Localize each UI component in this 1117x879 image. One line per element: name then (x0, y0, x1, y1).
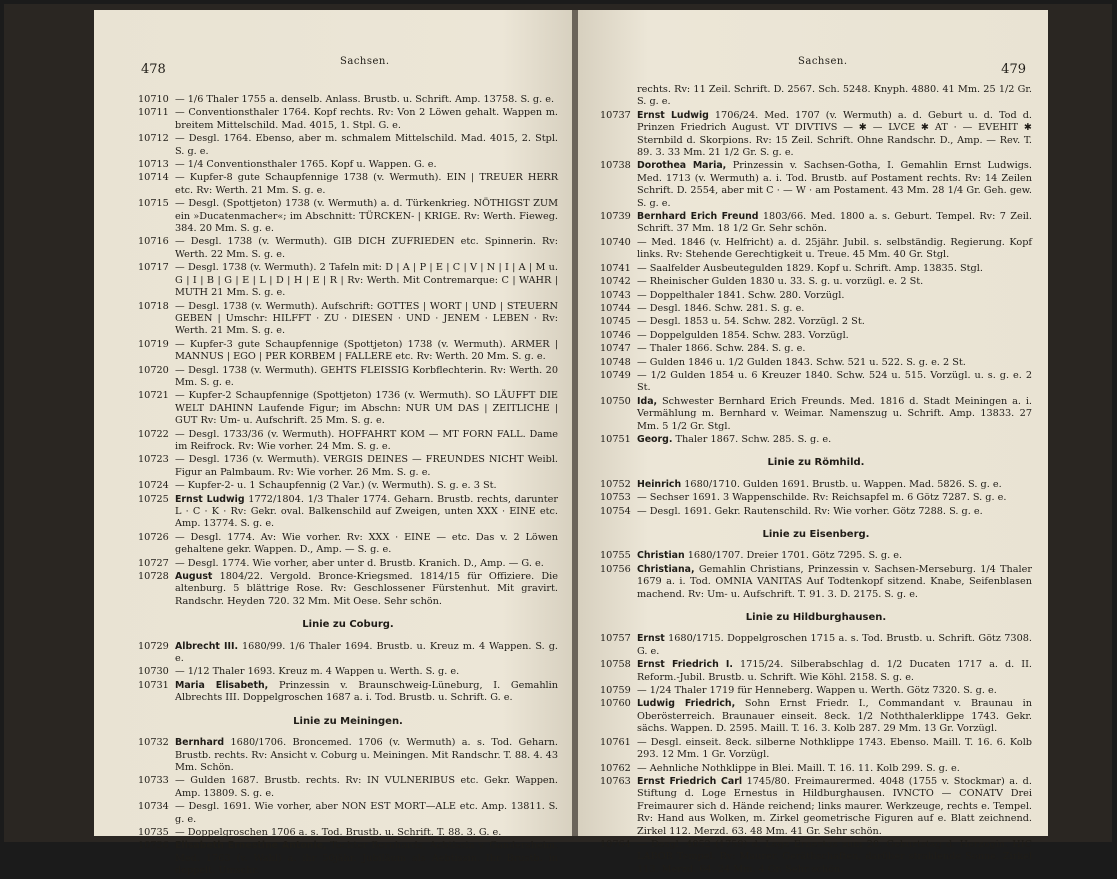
lot-number: 10755 (600, 550, 631, 562)
lot-number: 10712 (138, 133, 169, 145)
section-heading: Linie zu Eisenberg. (762, 529, 870, 540)
right-page (578, 10, 1048, 875)
catalog-entry (600, 316, 1032, 328)
entry-text: — Kupfer-8 gute Schaupfennige 1738 (v. Wermuth). EIN | TREUER HERR etc. Rv: Werth. 21 Mm. S. g. e. (175, 172, 558, 196)
entry-text: Prinzessin v. Braunschweig-Lüneburg, I. Gemahlin Albrechts III. Doppelgroschen 1687 a. i. Tod. Brustb. u. Schrift. G. e. (175, 679, 558, 704)
section-heading: Linie zu Coburg. (302, 619, 394, 631)
lot-number: 10727 (138, 557, 169, 569)
entry-text: — 1/12 Thaler 1693. Kreuz m. 4 Wappen u. Werth. S. g. e. (175, 666, 460, 678)
entry-text: — Kupfer-3 gute Schaupfennige (Spottjeton) 1738 (v. Wermuth). ARMER | MANNUS | EGO | PER KORBEM | FALLERE etc. Rv: Werth. 20 Mm. S. g. e. (175, 338, 558, 363)
lot-number: 10753 (600, 492, 631, 504)
lot-number: 10750 (600, 395, 631, 407)
entry-text: Schwester Bernhard Erich Freunds. Med. 1816 d. Stadt Meiningen a. i. Vermählung m. Bernhard v. Weimar. Namenszug u. Schrift. Amp. 13833. 27 Mm. 5 1/2 Gr. Stgl. (637, 395, 1032, 432)
lot-number: 10763 (600, 775, 631, 787)
catalog-entry (600, 659, 1032, 684)
ruler-name: Georg. (637, 433, 673, 445)
lot-number: 10722 (138, 428, 169, 440)
entry-text: — Desgl. 1774. Wie vorher, aber unter d. Brustb. Kranich. D., Amp. — G. e. (175, 557, 544, 569)
lot-number: 10737 (600, 109, 631, 121)
lot-number: 10717 (138, 262, 169, 274)
ruler-name: Ernst Friedrich I. (637, 659, 733, 671)
ruler-name: Christian (637, 550, 685, 562)
catalog-entry (600, 160, 1032, 210)
lot-number: 10721 (138, 390, 169, 402)
catalog-entry (600, 290, 1032, 302)
ruler-name: Ludwig Friedrich, (637, 698, 736, 710)
entry-text: — 1/2 Gulden 1854 u. 6 Kreuzer 1840. Schw. 524 u. 515. Vorzügl. u. s. g. e. 2 St. (637, 369, 1032, 394)
section-heading: Linie zu Meiningen. (293, 715, 403, 727)
catalog-entry (138, 198, 558, 235)
catalog-entry (600, 685, 1032, 697)
catalog-entry (600, 263, 1032, 275)
entry-text: 1803/66. Med. 1800 a. s. Geburt. Tempel. Rv: 7 Zeil. Schrift. 37 Mm. 18 1/2 Gr. Sehr schön. (637, 211, 1032, 235)
section-heading: Linie zu Römhild. (767, 457, 865, 469)
entry-text: — Sechser 1691. 3 Wappenschilde. Rv: Reichsapfel m. 6 Götz 7287. S. g. e. (637, 492, 1007, 504)
entry-text: 1680/1710. Gulden 1691. Brustb. u. Wappen. Mad. 5826. S. g. e. (684, 478, 1002, 490)
catalog-entry (138, 532, 558, 557)
catalog-entry (600, 434, 1032, 446)
lot-number: 10738 (600, 160, 631, 172)
catalog-entry (138, 827, 558, 839)
entry-text: 1680/99. 1/6 Thaler 1694. Brustb. u. Kreuz m. 4 Wappen. S. g. e. (175, 640, 558, 665)
entry-text: Tochter Bernhards, Aebtissin v. Gandersheim. Med. 1763 (v. Wahl) a. ihr 50jähr. Jubiläum als Aebtissin. Ihr Brustb. in doppelt. Umschr. (175, 840, 558, 877)
lot-number: 10759 (600, 685, 631, 697)
lot-number: 10758 (600, 659, 631, 671)
catalog-entry (138, 262, 558, 299)
entry-text: — Desgl. 1738 (v. Wermuth). GEHTS FLEISSIG Korbflechterin. Rv: Werth. 20 Mm. S. g. e. (175, 364, 558, 388)
ruler-name: Maria Elisabeth, (175, 679, 269, 691)
right-column (600, 84, 1032, 877)
entry-text: — Desgl. 1733/36 (v. Wermuth). HOFFAHRT KOM — MT FORN FALL. Dame im Reifrock. Rv: Wie vorher. 24 Mm. S. g. e. (175, 428, 558, 452)
lot-number: 10760 (600, 698, 631, 710)
book-spread (4, 4, 1112, 877)
entry-text: 1772/1804. 1/3 Thaler 1774. Geharn. Brustb. rechts, darunter L · C · K · Rv: Gekr. oval. Balkenschild auf Zweigen, unten XXX · EINE etc. Amp. 13774. S. g. e. (175, 493, 558, 530)
entry-text: — Gulden 1687. Brustb. rechts. Rv: IN VULNERIBUS etc. Gekr. Wappen. Amp. 13809. S. g. e. (175, 775, 558, 799)
lot-number: 10731 (138, 679, 169, 691)
page-number: 479 (1001, 62, 1026, 77)
catalog-entry (600, 396, 1032, 433)
entry-text: — Desgl. 1738 (v. Wermuth). GIB DICH ZUFRIEDEN etc. Spinnerin. Rv: Werth. 22 Mm. S. g. e. (175, 236, 558, 260)
lot-number: 10751 (600, 433, 631, 445)
entry-text: — Gulden 1846 u. 1/2 Gulden 1843. Schw. 521 u. 522. S. g. e. 2 St. (637, 356, 966, 368)
catalog-entry (600, 698, 1032, 735)
catalog-entry (600, 737, 1032, 762)
ruler-name: Heinrich (637, 478, 682, 490)
catalog-entry (600, 839, 1032, 876)
entry-text: Thaler 1867. Schw. 285. S. g. e. (675, 433, 832, 445)
lot-number: 10752 (600, 478, 631, 490)
lot-number: 10748 (600, 356, 631, 368)
lot-number: 10723 (138, 454, 169, 466)
lot-number: 10735 (138, 826, 169, 838)
entry-text: rechts. Rv: 11 Zeil. Schrift. D. 2567. Sch. 5248. Knyph. 4880. 41 Mm. 25 1/2 Gr. S. g. e. (637, 84, 1032, 108)
catalog-entry (600, 633, 1032, 658)
entry-text: — 1/6 Thaler 1755 a. denselb. Anlass. Brustb. u. Schrift. Amp. 13758. S. g. e. (175, 94, 555, 105)
lot-number: 10728 (138, 571, 169, 583)
entry-text: Sohn Ernst Friedr. I., Commandant v. Braunau in Oberösterreich. Braunauer einseit. 8eck. 1/2 Noththalerklippe 1743. Gekr. sächs. Wappen. D. 2595. Maill. T. 16. 3. Kolb 287. 29 Mm. 13 Gr. Vorzügl. (637, 698, 1032, 735)
catalog-entry (138, 454, 558, 479)
catalog-entry (138, 680, 558, 705)
entry-text: — Desgl. 1691. Gekr. Rautenschild. Rv: Wie vorher. Götz 7288. S. g. e. (637, 505, 983, 517)
entry-text: — Desgl. 1738 (v. Wermuth). Aufschrift: GOTTES | WORT | UND | STEUERN GEBEN | Umschr: HILFFT · ZU · DIESEN · UND · JENEM · LEBEN · Rv: Werth. 21 Mm. S. g. e. (175, 300, 558, 337)
catalog-entry (600, 84, 1032, 109)
entry-text: 1745/80. Freimaurermed. 4048 (1755 v. Stockmar) a. d. Stiftung d. Loge Ernestus in Hildburghausen. IVNCTO — CONATV Drei Freimaurer sich d. Hände reichend; links maurer. Werkzeuge, rechts e. Tempel. Rv: Hand aus Wolken, m. Zirkel geometrische Figuren auf e. Blatt zeichnend. Zirkel 112. Merzd. 63. 48 Mm. 41 Gr. Sehr schön. (637, 775, 1032, 837)
catalog-entry (600, 506, 1032, 518)
catalog-entry (600, 492, 1032, 504)
entry-text: — Rheinischer Gulden 1830 u. 33. S. g. u. vorzügl. e. 2 St. (637, 276, 924, 288)
catalog-entry (600, 564, 1032, 601)
entry-text: — Doppelgulden 1854. Schw. 283. Vorzügl. (637, 329, 849, 341)
lot-number: 10747 (600, 343, 631, 355)
lot-number: 10754 (600, 505, 631, 517)
catalog-entry (600, 550, 1032, 562)
lot-number: 10734 (138, 801, 169, 813)
lot-number: 10741 (600, 262, 631, 274)
ruler-name: Ida, (637, 395, 658, 407)
lot-number: 10710 (138, 94, 169, 105)
entry-text: — Desgl. 1774. Av: Wie vorher. Rv: XXX · EINE — etc. Das v. 2 Löwen gehaltene gekr. Wappen. D., Amp. — S. g. e. (175, 531, 558, 556)
catalog-entry (138, 107, 558, 132)
running-head: Sachsen. (340, 56, 390, 67)
entry-text: 1715/24. Silberabschlag d. 1/2 Ducaten 1717 a. d. II. Reform.-Jubil. Brustb. u. Schrift. Wie Köhl. 2158. S. g. e. (637, 659, 1032, 683)
ruler-name: Ernst Ludwig (175, 493, 245, 505)
lot-number: 10743 (600, 289, 631, 301)
catalog-entry (138, 480, 558, 492)
catalog-entry (600, 763, 1032, 775)
ruler-name: August (175, 571, 213, 583)
catalog-entry (138, 571, 558, 608)
catalog-entry (138, 641, 558, 666)
lot-number: 10713 (138, 159, 169, 171)
ruler-name: Ernst Friedrich Carl (637, 775, 743, 787)
catalog-entry (138, 737, 558, 774)
lot-number: 10739 (600, 211, 631, 223)
lot-number: 10714 (138, 172, 169, 184)
left-column (138, 94, 558, 879)
catalog-entry (138, 775, 558, 800)
running-head: Sachsen. (798, 56, 848, 67)
lot-number: 10726 (138, 531, 169, 543)
entry-text: — 1/4 Conventionsthaler 1765. Kopf u. Wappen. G. e. (175, 159, 437, 171)
ruler-name: Ernst (637, 633, 665, 645)
lot-number: 10749 (600, 369, 631, 381)
catalog-entry (138, 301, 558, 338)
ruler-name: Ernst Ludwig (637, 109, 709, 121)
catalog-entry (138, 172, 558, 197)
catalog-entry (138, 390, 558, 427)
page-number: 478 (141, 62, 166, 77)
entry-text: — Desgl. 4052 (1759) d. Loge Ernestus zum 20. Geburtstag d. Herzogin. HIC LABOR Tempel. Rv: Maurer. Geräthschaften, darüber strahlende Sonne. Zirkel 113. Merzd. 64. 24 Mm. 4 Gr. Sehr schön. (637, 838, 1032, 875)
catalog-entry (138, 840, 558, 877)
ruler-name: Albrecht III. (175, 640, 239, 652)
lot-number: 10729 (138, 640, 169, 652)
ruler-name: Dorothea Maria, (637, 160, 727, 172)
entry-text: 1680/1706. Broncemed. 1706 (v. Wermuth) a. s. Tod. Geharn. Brustb. rechts. Rv: Ansicht v. Coburg u. Meiningen. Mit Randschr. T. 88. 4. 43 Mm. Schön. (175, 737, 558, 773)
lot-number: 10733 (138, 775, 169, 787)
catalog-entry (600, 211, 1032, 236)
left-page (94, 10, 574, 877)
entry-text: — Doppelthaler 1841. Schw. 280. Vorzügl. (637, 289, 845, 301)
section-heading: Linie zu Hildburghausen. (745, 612, 887, 624)
lot-number: 10732 (138, 737, 169, 749)
lot-number: 10730 (138, 666, 169, 678)
catalog-entry (138, 429, 558, 454)
lot-number: 10715 (138, 198, 169, 210)
lot-number: 10718 (138, 300, 169, 312)
ruler-name: Bernhard (175, 737, 225, 749)
entry-text: — Desgl. 1738 (v. Wermuth). 2 Tafeln mit: D | A | P | E | C | V | N | I | A | M u. G | I | B | G | E | L | D | H | E | R | Rv: Werth. Mit Contremarque: C | WAHR | MUTH 21 Mm. S. g. e. (175, 262, 558, 299)
entry-text: — Thaler 1866. Schw. 284. S. g. e. (637, 343, 806, 355)
catalog-entry (138, 494, 558, 531)
lot-number: 10711 (138, 107, 169, 119)
lot-number: 10756 (600, 563, 631, 575)
catalog-entry (600, 357, 1032, 369)
catalog-entry (138, 365, 558, 390)
lot-number: 10720 (138, 364, 169, 376)
entry-text: — Kupfer-2- u. 1 Schaupfennig (2 Var.) (v. Wermuth). S. g. e. 3 St. (175, 480, 497, 492)
lot-number: 10757 (600, 633, 631, 645)
lot-number: 10736 (138, 840, 169, 852)
entry-text: — Kupfer-2 Schaupfennige (Spottjeton) 1736 (v. Wermuth). SO LÄUFFT DIE WELT DAHINN Laufende Figur; im Abschn: NUR UM DAS | ZEITLICHE | GUT Rv: Um- u. Aufschrift. 25 Mm. S. g. e. (175, 390, 558, 427)
catalog-entry (600, 330, 1032, 342)
catalog-entry (138, 94, 558, 106)
entry-text: 1804/22. Vergold. Bronce-Kriegsmed. 1814/15 für Offiziere. Die altenburg. 5 blättrige Rose. Rv: Geschlossener Fürstenhut. Mit gravirt. Randschr. Heyden 720. 32 Mm. Mit Oese. Sehr schön. (175, 571, 558, 607)
lot-number: 10746 (600, 329, 631, 341)
entry-text: — Desgl. 1853 u. 54. Schw. 282. Vorzügl. 2 St. (637, 316, 865, 328)
lot-number: 10761 (600, 736, 631, 748)
entry-text: 1706/24. Med. 1707 (v. Wermuth) a. d. Geburt u. d. Tod d. Prinzen Friedrich August. VT DIVTIVS — ✱ — LVCE ✱ AT · — EVEHIT ✱ Sternbild d. Skorpions. Rv: 15 Zeil. Schrift. Ohne Randschr. D., Amp. — Rev. T. 89. 3. 33 Mm. 21 1/2 Gr. S. g. e. (637, 109, 1032, 159)
catalog-entry (138, 236, 558, 261)
ruler-name: Christiana, (637, 563, 695, 575)
lot-number: 10719 (138, 338, 169, 350)
catalog-entry (600, 276, 1032, 288)
entry-text: — 1/24 Thaler 1719 für Henneberg. Wappen u. Werth. Götz 7320. S. g. e. (637, 685, 997, 697)
entry-text: — Desgl. 1736 (v. Wermuth). VERGIS DEINES — FREUNDES NICHT Weibl. Figur an Palmbaum. Rv: Wie vorher. 26 Mm. S. g. e. (175, 454, 558, 478)
entry-text: — Saalfelder Ausbeutegulden 1829. Kopf u. Schrift. Amp. 13835. Stgl. (637, 262, 983, 274)
catalog-entry (600, 237, 1032, 262)
catalog-entry (138, 801, 558, 826)
entry-text: Gemahlin Christians, Prinzessin v. Sachsen-Merseburg. 1/4 Thaler 1679 a. i. Tod. OMNIA VANITAS Auf Todtenkopf sitzend. Knabe, Seifenblasen machend. Rv: Um- u. Aufschrift. T. 91. 3. D. 2175. S. g. e. (637, 563, 1032, 600)
lot-number: 10762 (600, 762, 631, 774)
entry-text: — Conventionsthaler 1764. Kopf rechts. Rv: Von 2 Löwen gehalt. Wappen m. breitem Mittelschild. Mad. 4015, 1. Stpl. G. e. (175, 107, 558, 131)
lot-number: 10745 (600, 316, 631, 328)
catalog-entry (600, 343, 1032, 355)
catalog-entry (138, 558, 558, 570)
entry-text: — Desgl. 1764. Ebenso, aber m. schmalem Mittelschild. Mad. 4015, 2. Stpl. S. g. e. (175, 133, 558, 157)
catalog-entry (138, 339, 558, 364)
entry-text: Prinzessin v. Sachsen-Gotha, I. Gemahlin Ernst Ludwigs. Med. 1713 (v. Wermuth) a. i. Tod. Brustb. auf Postament rechts. Rv: 14 Zeilen Schrift. D. 2554, aber mit C · — W · am Postament. 43 Mm. 28 1/4 Gr. Geh. gew. S. g. e. (637, 160, 1032, 209)
lot-number: 10742 (600, 276, 631, 288)
entry-text: — Med. 1846 (v. Helfricht) a. d. 25jähr. Jubil. s. selbständig. Regierung. Kopf links. Rv: Stehende Gerechtigkeit u. Treue. 45 Mm. 40 Gr. Stgl. (637, 236, 1032, 261)
catalog-entry (600, 370, 1032, 395)
lot-number: 10740 (600, 236, 631, 248)
catalog-entry (600, 110, 1032, 160)
entry-text: — Desgl. (Spottjeton) 1738 (v. Wermuth) a. d. Türkenkrieg. NÖTHIGST ZUM ein »Ducatenmacher«; im Abschnitt: TÜRCKEN- | KRIGE. Rv: Werth. Fieweg. 384. 20 Mm. S. g. e. (175, 198, 558, 235)
entry-text: — Doppelgroschen 1706 a. s. Tod. Brustb. u. Schrift. T. 88. 3. G. e. (175, 826, 502, 838)
entry-text: — Aehnliche Nothklippe in Blei. Maill. T. 16. 11. Kolb 299. S. g. e. (637, 762, 960, 774)
catalog-entry (600, 303, 1032, 315)
catalog-entry (138, 666, 558, 678)
catalog-entry (138, 133, 558, 158)
lot-number: 10764 (600, 838, 631, 850)
ruler-name: Elisabeth Ernestine Antonie, (175, 840, 327, 852)
entry-text: — Desgl. 1846. Schw. 281. S. g. e. (637, 302, 805, 314)
catalog-entry (600, 776, 1032, 838)
entry-text: 1680/1707. Dreier 1701. Götz 7295. S. g. e. (687, 550, 903, 562)
catalog-entry (600, 479, 1032, 491)
ruler-name: Bernhard Erich Freund (637, 211, 759, 223)
lot-number: 10724 (138, 480, 169, 492)
entry-text: — Desgl. einseit. 8eck. silberne Nothklippe 1743. Ebenso. Maill. T. 16. 6. Kolb 293. 12 Mm. 1 Gr. Vorzügl. (637, 736, 1032, 761)
lot-number: 10744 (600, 302, 631, 314)
entry-text: 1680/1715. Doppelgroschen 1715 a. s. Tod. Brustb. u. Schrift. Götz 7308. G. e. (637, 633, 1032, 657)
catalog-entry (138, 159, 558, 171)
lot-number: 10725 (138, 493, 169, 505)
lot-number: 10716 (138, 236, 169, 248)
entry-text: — Desgl. 1691. Wie vorher, aber NON EST MORT—ALE etc. Amp. 13811. S. g. e. (175, 801, 558, 825)
